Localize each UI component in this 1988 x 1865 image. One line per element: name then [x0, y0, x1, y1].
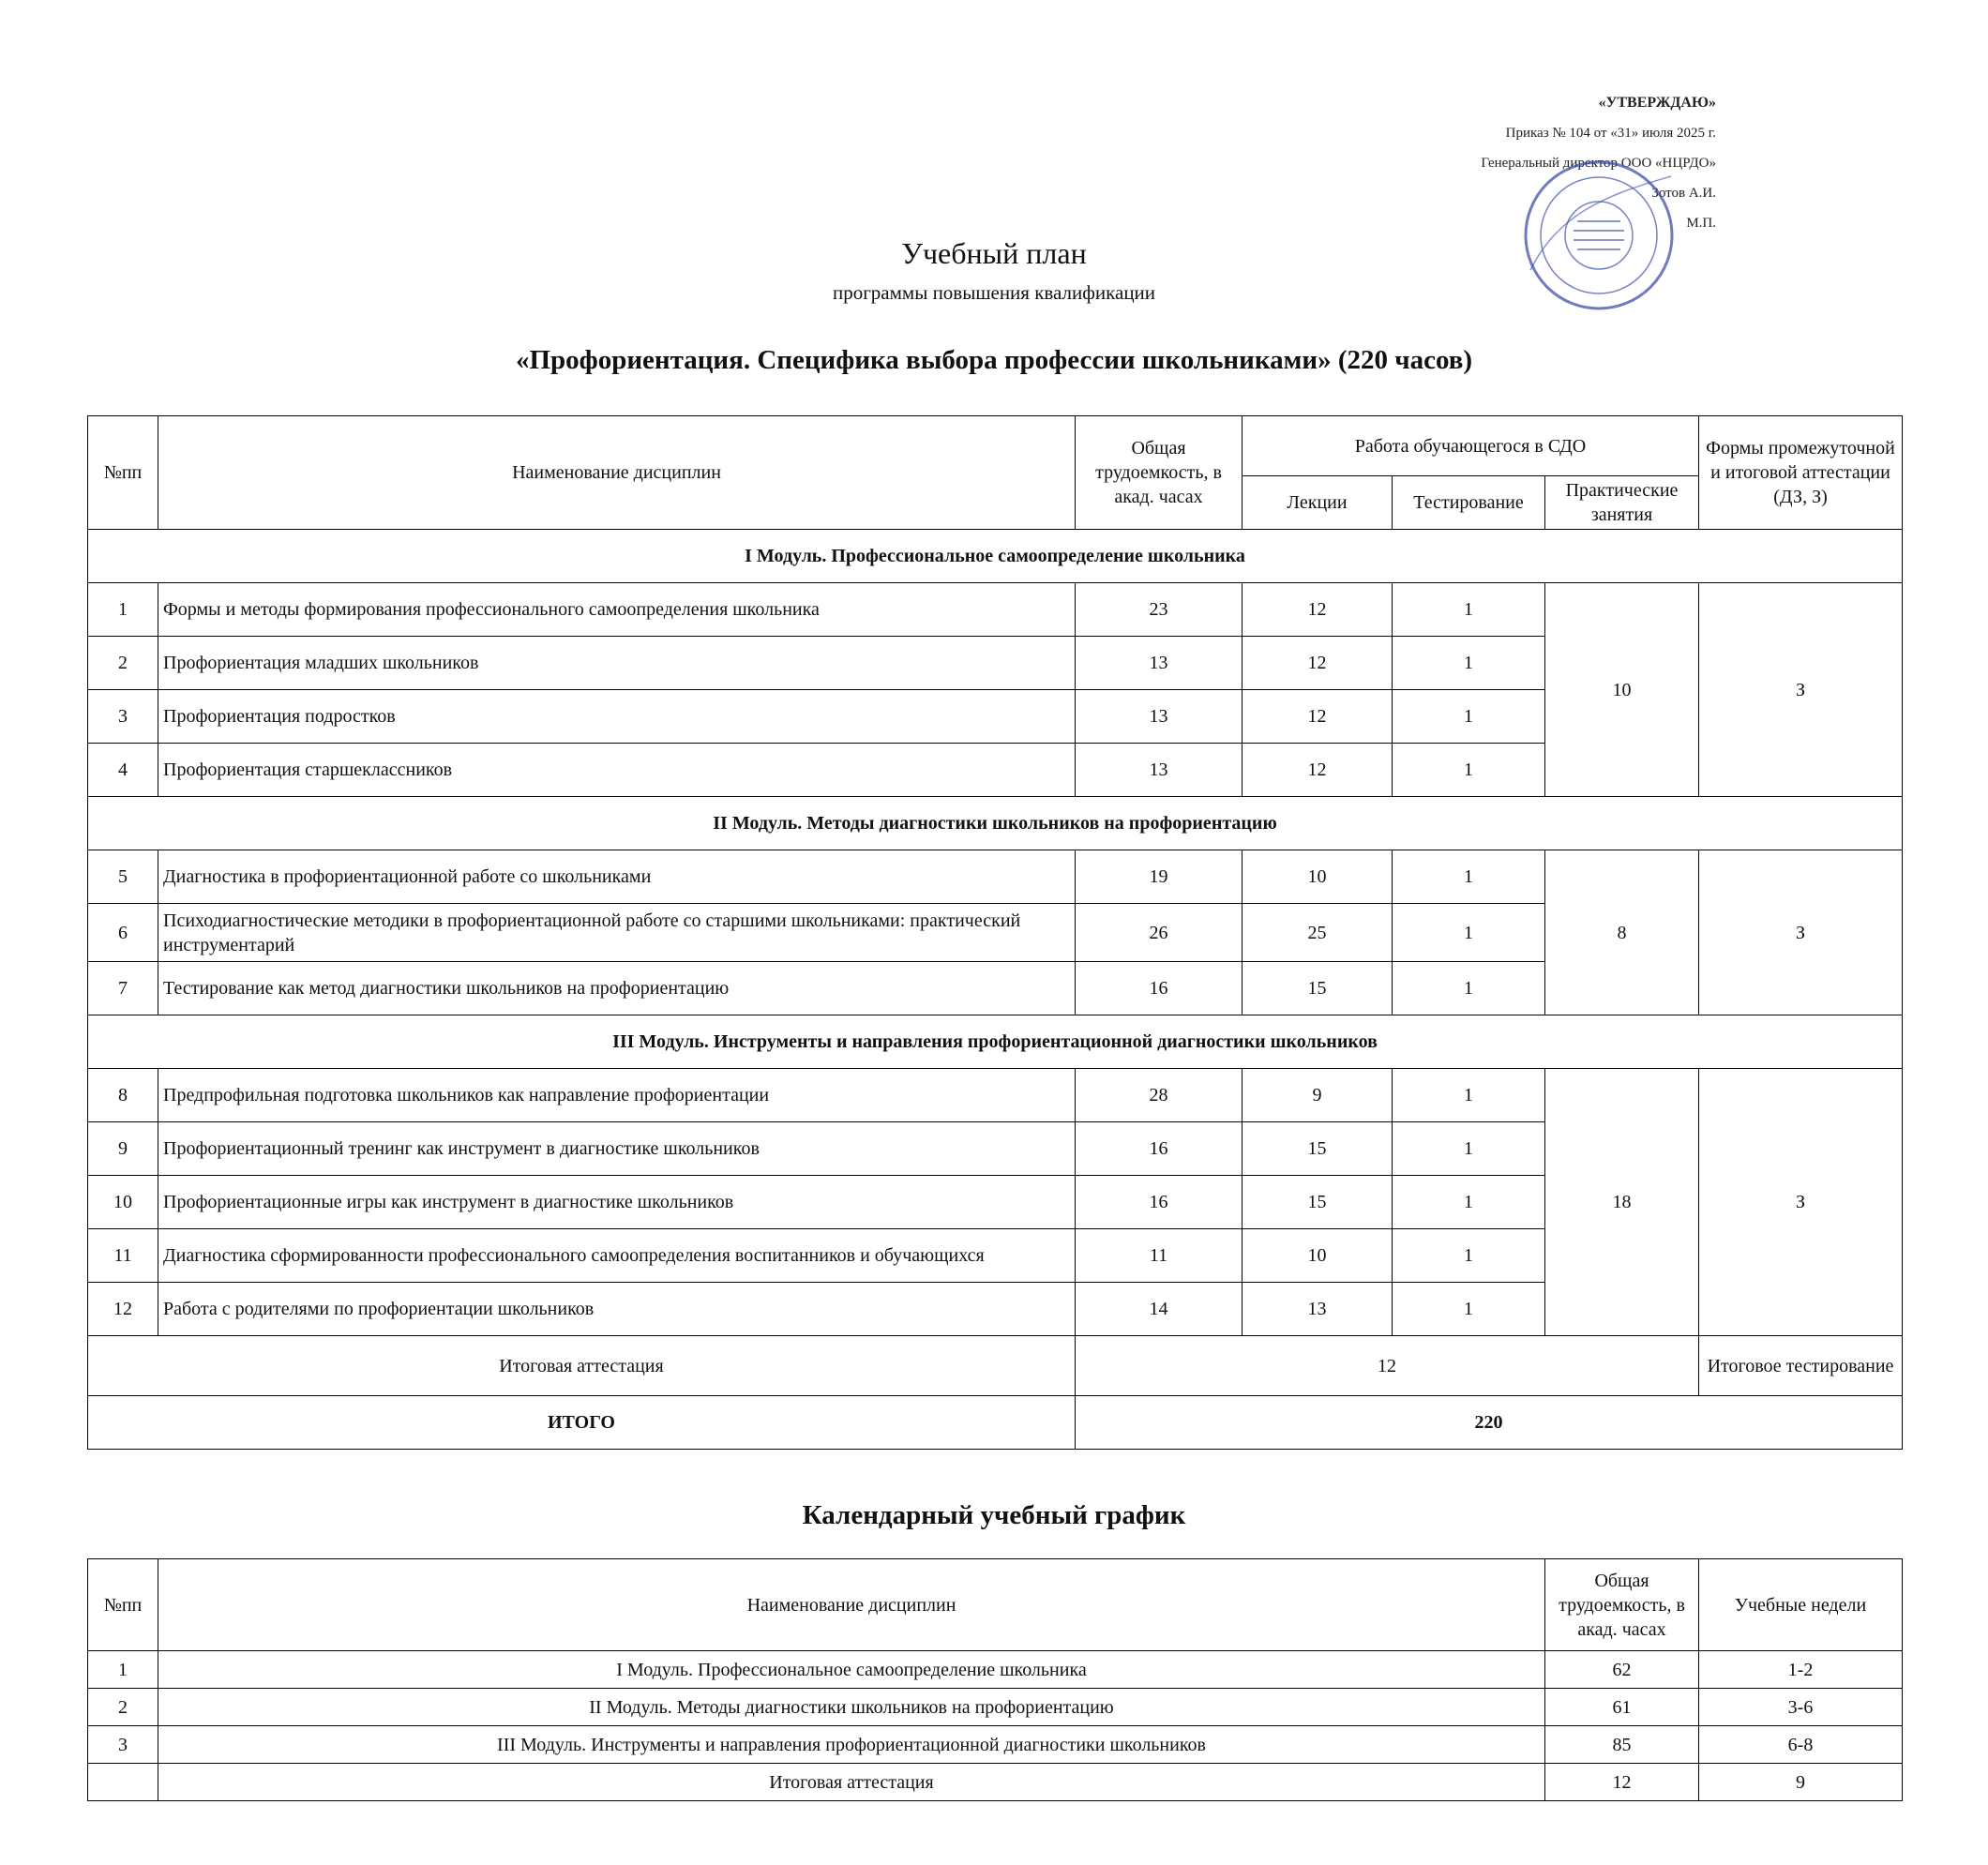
header-practice: Практические занятия [1545, 476, 1699, 530]
final-attestation-row [88, 1336, 1903, 1396]
row-lectures: 10 [1242, 1229, 1393, 1283]
row-name: II Модуль. Методы диагностики школьников на профориентацию [158, 1689, 1545, 1726]
total-row [88, 1396, 1903, 1450]
total-label: ИТОГО [88, 1396, 1076, 1450]
row-name: Диагностика в профориентационной работе со школьниками [158, 850, 1076, 904]
table-row [88, 850, 1903, 904]
row-name: Формы и методы формирования профессионального самоопределения школьника [158, 583, 1076, 637]
row-num: 7 [88, 962, 158, 1015]
total-hours: 220 [1076, 1396, 1903, 1450]
module-title: II Модуль. Методы диагностики школьников на профориентацию [88, 797, 1903, 850]
program-title: «Профориентация. Специфика выбора профессии школьниками» (220 часов) [515, 345, 1473, 375]
table-header-row [88, 416, 1903, 476]
row-num: 11 [88, 1229, 158, 1283]
row-lectures: 12 [1242, 637, 1393, 690]
row-num: 8 [88, 1069, 158, 1122]
header-num: №пп [88, 416, 158, 530]
row-lectures: 12 [1242, 744, 1393, 797]
row-num: 3 [88, 690, 158, 744]
table-row [88, 1764, 1903, 1801]
approval-heading: «УТВЕРЖДАЮ» [1598, 95, 1716, 111]
row-testing: 1 [1393, 904, 1545, 962]
row-total: 62 [1545, 1651, 1699, 1689]
row-testing: 1 [1393, 583, 1545, 637]
row-total: 19 [1076, 850, 1242, 904]
header-num: №пп [88, 1559, 158, 1651]
row-num: 5 [88, 850, 158, 904]
row-weeks: 9 [1699, 1764, 1903, 1801]
approval-stamp-label: М.П. [1686, 216, 1716, 231]
row-num: 12 [88, 1283, 158, 1336]
row-num [88, 1764, 158, 1801]
row-name: Диагностика сформированности профессионального самоопределения воспитанников и обучающихся [158, 1229, 1076, 1283]
row-testing: 1 [1393, 1229, 1545, 1283]
row-num: 2 [88, 1689, 158, 1726]
row-total: 12 [1545, 1764, 1699, 1801]
row-name: Предпрофильная подготовка школьников как направление профориентации [158, 1069, 1076, 1122]
row-total: 23 [1076, 583, 1242, 637]
row-weeks: 1-2 [1699, 1651, 1903, 1689]
row-testing: 1 [1393, 1069, 1545, 1122]
row-testing: 1 [1393, 962, 1545, 1015]
row-name: Работа с родителями по профориентации школьников [158, 1283, 1076, 1336]
module-practice: 8 [1545, 850, 1699, 1015]
row-testing: 1 [1393, 1283, 1545, 1336]
row-name: Профориентационные игры как инструмент в диагностике школьников [158, 1176, 1076, 1229]
row-num: 6 [88, 904, 158, 962]
row-total: 14 [1076, 1283, 1242, 1336]
row-num: 9 [88, 1122, 158, 1176]
table-row [88, 1689, 1903, 1726]
header-testing: Тестирование [1393, 476, 1545, 530]
row-num: 10 [88, 1176, 158, 1229]
header-name: Наименование дисциплин [158, 1559, 1545, 1651]
row-testing: 1 [1393, 1122, 1545, 1176]
row-name: Профориентационный тренинг как инструмент в диагностике школьников [158, 1122, 1076, 1176]
module-form: З [1699, 1069, 1903, 1336]
row-name: Профориентация младших школьников [158, 637, 1076, 690]
row-lectures: 12 [1242, 690, 1393, 744]
module-form: З [1699, 850, 1903, 1015]
header-name: Наименование дисциплин [158, 416, 1076, 530]
table-row [88, 1069, 1903, 1122]
row-name: Профориентация подростков [158, 690, 1076, 744]
row-lectures: 15 [1242, 1122, 1393, 1176]
module-title: I Модуль. Профессиональное самоопределение школьника [88, 530, 1903, 583]
row-total: 26 [1076, 904, 1242, 962]
final-attestation-form: Итоговое тестирование [1699, 1336, 1903, 1396]
module-title: III Модуль. Инструменты и направления профориентационной диагностики школьников [88, 1015, 1903, 1069]
module-form: З [1699, 583, 1903, 797]
row-testing: 1 [1393, 850, 1545, 904]
page-title: Учебный план [901, 236, 1087, 270]
row-testing: 1 [1393, 1176, 1545, 1229]
row-num: 1 [88, 1651, 158, 1689]
module-row [88, 1015, 1903, 1069]
table-row [88, 1726, 1903, 1764]
row-name: Профориентация старшеклассников [158, 744, 1076, 797]
row-total: 16 [1076, 1122, 1242, 1176]
header-work: Работа обучающегося в СДО [1242, 416, 1699, 476]
row-total: 13 [1076, 637, 1242, 690]
row-total: 11 [1076, 1229, 1242, 1283]
final-attestation-label: Итоговая аттестация [88, 1336, 1076, 1396]
row-num: 4 [88, 744, 158, 797]
row-total: 85 [1545, 1726, 1699, 1764]
row-num: 2 [88, 637, 158, 690]
row-testing: 1 [1393, 690, 1545, 744]
row-total: 13 [1076, 690, 1242, 744]
row-lectures: 25 [1242, 904, 1393, 962]
row-total: 16 [1076, 962, 1242, 1015]
row-total: 16 [1076, 1176, 1242, 1229]
row-testing: 1 [1393, 744, 1545, 797]
row-lectures: 15 [1242, 962, 1393, 1015]
row-weeks: 3-6 [1699, 1689, 1903, 1726]
row-name: III Модуль. Инструменты и направления профориентационной диагностики школьников [158, 1726, 1545, 1764]
approval-order: Приказ № 104 от «31» июля 2025 г. [1505, 126, 1716, 141]
header-total-hours: Общая трудоемкость, в акад. часах [1076, 416, 1242, 530]
header-total-hours: Общая трудоемкость, в акад. часах [1545, 1559, 1699, 1651]
curriculum-table [87, 415, 1903, 1450]
row-lectures: 13 [1242, 1283, 1393, 1336]
row-lectures: 9 [1242, 1069, 1393, 1122]
row-lectures: 15 [1242, 1176, 1393, 1229]
module-row [88, 530, 1903, 583]
approval-position: Генеральный директор ООО «НЦРДО» [1481, 156, 1716, 171]
row-lectures: 10 [1242, 850, 1393, 904]
row-lectures: 12 [1242, 583, 1393, 637]
module-practice: 18 [1545, 1069, 1699, 1336]
final-attestation-hours: 12 [1076, 1336, 1699, 1396]
row-name: Тестирование как метод диагностики школьников на профориентацию [158, 962, 1076, 1015]
row-weeks: 6-8 [1699, 1726, 1903, 1764]
row-name: I Модуль. Профессиональное самоопределение школьника [158, 1651, 1545, 1689]
header-lectures: Лекции [1242, 476, 1393, 530]
row-total: 28 [1076, 1069, 1242, 1122]
header-weeks: Учебные недели [1699, 1559, 1903, 1651]
schedule-header-row [88, 1559, 1903, 1651]
table-row [88, 583, 1903, 637]
row-testing: 1 [1393, 637, 1545, 690]
approval-signer: Зотов А.И. [1651, 186, 1716, 201]
row-num: 1 [88, 583, 158, 637]
schedule-table [87, 1558, 1903, 1801]
module-row [88, 797, 1903, 850]
module-practice: 10 [1545, 583, 1699, 797]
page-subtitle: программы повышения квалификации [832, 281, 1156, 304]
table-row [88, 1651, 1903, 1689]
row-num: 3 [88, 1726, 158, 1764]
row-total: 13 [1076, 744, 1242, 797]
row-name: Итоговая аттестация [158, 1764, 1545, 1801]
row-name: Психодиагностические методики в профориентационной работе со старшими школьниками: практический инструментарий [158, 904, 1076, 962]
schedule-title: Календарный учебный график [802, 1500, 1186, 1530]
header-forms: Формы промежуточной и итоговой аттестации (ДЗ, З) [1699, 416, 1903, 530]
row-total: 61 [1545, 1689, 1699, 1726]
